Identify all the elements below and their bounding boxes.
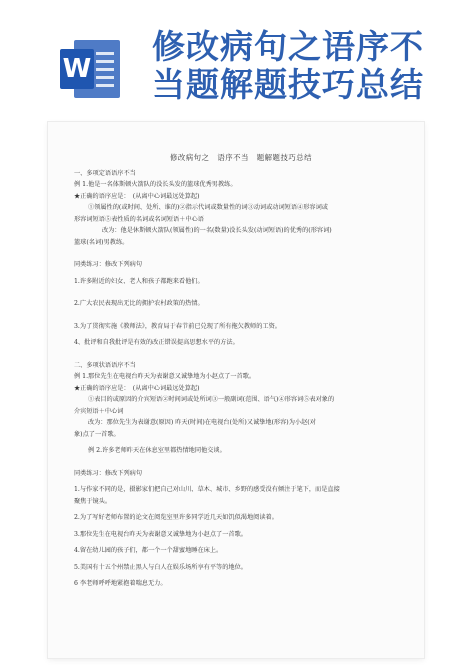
word-document-icon <box>60 40 122 98</box>
document-title: 修改病句之 语序不当 题解题技巧总结 <box>169 153 313 162</box>
section1-fix-line: 改为：他是休斯顿火箭队(领属性)的一名(数量)没长头发(动词短语)的优秀的(形容词) <box>102 227 332 234</box>
banner-title <box>152 28 462 104</box>
exercise1-heading: 同类练习：修改下列病句 <box>74 261 143 268</box>
exercise2-heading: 同类练习：修改下列病句 <box>74 469 143 477</box>
section2-heading: 二、多项状语语序不当 <box>74 361 136 369</box>
section1-example: 例 1.他是一名体斯顿火箭队的没长头发的篮球优秀男教练。 <box>74 181 237 188</box>
section1-fix-line: 篮球(名词)男教练。 <box>74 238 129 246</box>
exercise2-item: 2.为了写好老师布置的论文在阅览室里许多同学近几天如饥似渴地阅读着。 <box>74 514 278 521</box>
exercise1-item: 1.许多附近的妇女、老人和孩子都跑来看他们。 <box>74 277 204 285</box>
section2-example: 例 1.那位先生在电视台昨天为表谢意又诚挚地为小赵点了一首歌。 <box>74 373 256 380</box>
section1-heading: 一、多项定语语序不当 <box>74 169 136 177</box>
exercise2-item: 聚焦于镜头。 <box>74 497 112 505</box>
section1-order-line: 形容词短语⑤表性质的名词或名词短语＋中心语 <box>74 215 204 223</box>
word-icon-letter: W <box>60 49 94 89</box>
section2-order-line: 介宾短语＋中心词 <box>74 407 124 415</box>
section2-order-line: ①表目的或原因的介宾短语②时间词或处所词③一般副词(范围、语气)④形容词⑤表对象的 <box>88 396 335 403</box>
exercise2-item: 6 李老师呼呼地紧抱着喘息无力。 <box>74 580 167 587</box>
section2-order-label: ★正确的语序应是： (从离中心词最远处算起) <box>74 384 200 392</box>
document-page <box>48 122 424 658</box>
section2-example2: 例 2.许多老师昨天在休息室里都热情地同他交谈。 <box>88 447 226 454</box>
exercise2-item: 1.与作家不同的是，摄影家们把自己对山川、草木、城市、乡野的感受没有倾注于笔下，而是直接 <box>74 486 340 493</box>
exercise1-item: 3.为了贯彻实施《教师法》，教育局于春节前已兑现了所有拖欠教师的工资。 <box>74 322 281 330</box>
section2-fix-line: 改为：那位先生为表谢意(原因) 昨天(时间)在电视台(处所)又诚挚地(形容)为小赵(对 <box>88 419 316 426</box>
section1-order-label: ★正确的语序应是： (从离中心词最远处算起) <box>74 192 200 200</box>
exercise1-item: 2.广大农民表现出无比的拥护农村政策的热情。 <box>74 300 204 307</box>
banner-title-line2: 当题解题技巧总结 <box>152 65 424 104</box>
exercise2-item: 5.美国有十五个州禁止黑人与白人在娱乐场所享有平等的地位。 <box>74 563 247 571</box>
section1-order-line: ①领属性的(或时间、处所、谁的)②指示代词或数量性的词③动词或动词短语④形容词或 <box>88 204 328 211</box>
exercise1-item: 4、批评和自我批评是有效的改正错误提高思想水平的方法。 <box>74 339 239 346</box>
section2-fix-line: 象)点了一首歌。 <box>74 430 120 438</box>
banner-title-line1: 修改病句之语序不 <box>152 27 424 66</box>
document-body <box>74 152 408 590</box>
exercise2-item: 3.那位先生在电视台昨天为表谢意又诚挚地为小赵点了一首歌。 <box>74 530 247 538</box>
header-banner <box>0 0 474 112</box>
exercise2-item: 4.留在幼儿园的孩子们，都一个一个甜蜜地睡在床上。 <box>74 547 223 554</box>
